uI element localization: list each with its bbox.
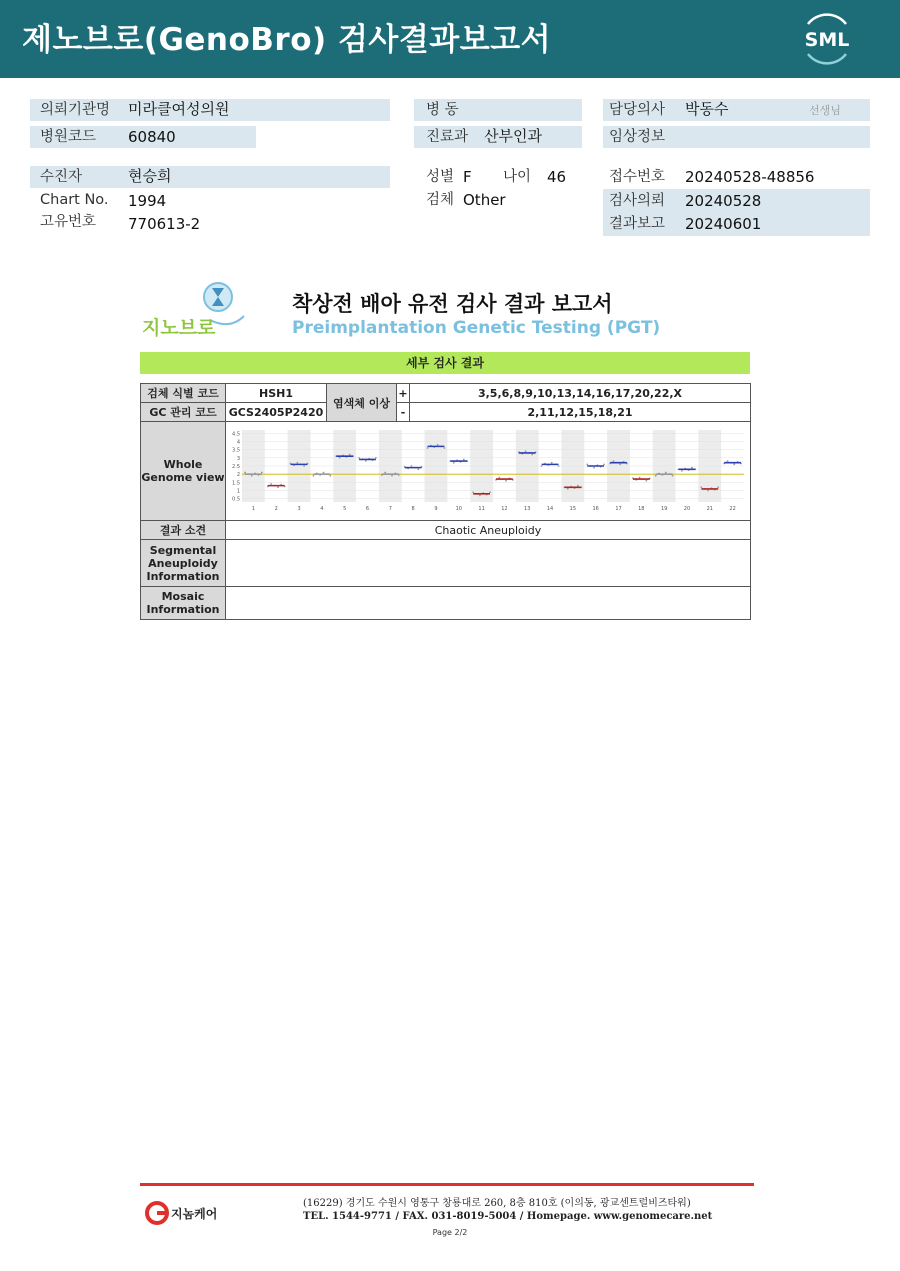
results-table [140, 383, 751, 620]
x-tick-label: 12 [501, 506, 508, 512]
data-point [365, 460, 367, 462]
request-date-value: 20240528 [685, 192, 762, 210]
age-value: 46 [547, 168, 567, 186]
data-point [411, 465, 413, 467]
x-tick-label: 18 [638, 506, 645, 512]
data-point [489, 491, 491, 493]
data-point [437, 444, 439, 446]
data-point [427, 447, 429, 449]
mosaic-value [226, 587, 751, 620]
data-point [593, 467, 595, 469]
age-label: 나이 [503, 169, 532, 185]
patient-name-row [30, 166, 390, 188]
doctor-value: 박동수 [685, 100, 729, 118]
data-point [463, 459, 465, 461]
patient-name-value: 현승희 [128, 167, 172, 185]
data-point [303, 465, 305, 467]
footer-address: (16229) 경기도 수원시 영통구 창룡대로 260, 8층 810호 (이의동, 광교센트럴비즈타워) [303, 1198, 691, 1209]
data-point [251, 475, 253, 477]
sex-value: F [463, 168, 472, 186]
y-tick-label: 4.5 [232, 431, 240, 438]
loss-chromosomes: 2,11,12,15,18,21 [410, 403, 751, 422]
request-date-label: 검사의뢰 [609, 193, 666, 209]
department-label: 진료과 [426, 129, 469, 145]
sml-logo [798, 10, 856, 68]
table-row [141, 422, 751, 521]
data-point [358, 457, 360, 459]
x-tick-label: 14 [546, 506, 554, 512]
x-tick-label: 20 [683, 506, 691, 512]
unique-id-label: 고유번호 [40, 214, 97, 230]
receipt-label: 접수번호 [609, 169, 666, 185]
page-title: 제노브로(GenoBro) 검사결과보고서 [22, 22, 552, 58]
y-tick-label: 1.5 [232, 480, 240, 487]
data-point [551, 462, 553, 464]
specimen-label: 검체 [426, 192, 455, 208]
genobro-logo [140, 280, 250, 342]
genobro-logo-text: 지노브로 [142, 317, 216, 339]
data-point [244, 472, 246, 474]
data-point [672, 475, 674, 477]
report-date-label: 결과보고 [609, 216, 666, 232]
x-tick-label: 1 [251, 506, 256, 512]
data-point [277, 486, 279, 488]
y-tick-label: 1 [236, 488, 240, 495]
mosaic-label: Mosaic Information [141, 587, 226, 620]
whole-genome-chart [226, 422, 750, 520]
sml-logo-text: SML [804, 29, 850, 51]
chart-no-value: 1994 [128, 192, 167, 210]
chart-no-label: Chart No. [40, 192, 109, 208]
data-point [375, 457, 377, 459]
table-row [141, 587, 751, 620]
section-title: 세부 검사 결과 [140, 352, 750, 374]
data-point [691, 467, 693, 469]
footer-contact [303, 1197, 712, 1223]
data-point [505, 480, 507, 482]
data-point [717, 486, 719, 488]
specimen-code-label: 검체 식별 코드 [141, 384, 226, 403]
gc-code-label: GC 관리 코드 [141, 403, 226, 422]
institution-label: 의뢰기관명 [40, 102, 111, 118]
x-tick-label: 4 [320, 506, 324, 512]
x-tick-label: 9 [434, 506, 438, 512]
data-point [586, 464, 588, 466]
table-row [141, 384, 751, 403]
clinical-label: 임상정보 [609, 129, 666, 145]
data-point [733, 463, 735, 465]
data-point [645, 480, 647, 482]
whole-genome-cell [226, 422, 751, 521]
data-point [700, 486, 702, 488]
finding-label: 결과 소견 [141, 521, 226, 540]
unique-id-value: 770613-2 [128, 215, 201, 233]
x-tick-label: 8 [411, 506, 415, 512]
data-point [339, 457, 341, 459]
x-tick-label: 15 [569, 506, 577, 512]
data-point [525, 450, 527, 452]
department-value: 산부인과 [484, 127, 542, 145]
doctor-suffix: 선생님 [809, 104, 841, 117]
abnormality-label: 염색체 이상 [327, 384, 397, 422]
data-point [655, 475, 657, 477]
specimen-code-value: HSH1 [226, 384, 327, 403]
data-point [479, 495, 481, 497]
data-point [681, 470, 683, 472]
specimen-value: Other [463, 191, 506, 209]
table-row [141, 403, 751, 422]
x-tick-label: 10 [455, 506, 462, 512]
data-point [531, 454, 533, 456]
data-point [498, 477, 500, 479]
footer-divider [140, 1183, 754, 1186]
x-tick-label: 2 [274, 506, 278, 512]
table-row [141, 521, 751, 540]
genomecare-logo [145, 1199, 235, 1227]
y-tick-label: 3 [236, 455, 240, 462]
y-tick-label: 4 [236, 439, 240, 446]
data-point [613, 460, 615, 462]
table-row [141, 540, 751, 587]
x-tick-label: 7 [388, 506, 392, 512]
x-tick-label: 22 [729, 506, 736, 512]
patient-name-label: 수진자 [40, 169, 83, 185]
data-point [639, 477, 641, 479]
receipt-value: 20240528-48856 [685, 168, 815, 186]
data-point [329, 475, 331, 477]
x-tick-label: 6 [365, 506, 370, 512]
x-tick-label: 16 [592, 506, 599, 512]
y-tick-label: 2 [236, 472, 240, 479]
sex-label: 성별 [426, 169, 455, 185]
x-tick-label: 3 [297, 506, 301, 512]
institution-value: 미라클여성의원 [128, 100, 230, 118]
report-title: 착상전 배아 유전 검사 결과 보고서 [292, 292, 613, 316]
data-point [323, 472, 325, 474]
y-tick-label: 0.5 [232, 496, 240, 503]
ward-label: 병 동 [426, 102, 459, 118]
data-point [665, 472, 667, 474]
gain-chromosomes: 3,5,6,8,9,10,13,14,16,17,20,22,X [410, 384, 751, 403]
x-tick-label: 17 [615, 506, 622, 512]
data-point [453, 462, 455, 464]
genomecare-logo-text: 지놈케어 [171, 1207, 218, 1221]
data-point [391, 475, 393, 477]
gain-sign: + [397, 384, 410, 403]
finding-value: Chaotic Aneuploidy [226, 521, 751, 540]
doctor-label: 담당의사 [609, 102, 666, 118]
data-point [417, 468, 419, 470]
x-tick-label: 19 [660, 506, 668, 512]
data-point [349, 454, 351, 456]
data-point [603, 464, 605, 466]
x-tick-label: 13 [524, 506, 531, 512]
loss-sign: - [397, 403, 410, 422]
data-point [472, 491, 474, 493]
x-tick-label: 5 [343, 506, 347, 512]
segmental-label: Segmental Aneuploidy Information [141, 540, 226, 587]
y-tick-label: 3.5 [232, 447, 240, 454]
page-number: Page 2/2 [432, 1228, 468, 1237]
data-point [261, 472, 263, 474]
data-point [443, 447, 445, 449]
data-point [707, 490, 709, 492]
data-point [567, 488, 569, 490]
x-tick-label: 21 [706, 506, 713, 512]
page-header [0, 0, 900, 78]
report-date-value: 20240601 [685, 215, 762, 233]
data-point [313, 475, 315, 477]
data-point [558, 465, 560, 467]
footer-phone: TEL. 1544-9771 / FAX. 031-8019-5004 / Homepage. www.genomecare.net [303, 1211, 713, 1222]
data-point [270, 483, 272, 485]
report-subtitle: Preimplantation Genetic Testing (PGT) [292, 318, 661, 338]
whole-genome-label: Whole Genome view [141, 422, 226, 521]
data-point [727, 460, 729, 462]
segmental-value [226, 540, 751, 587]
data-point [541, 465, 543, 467]
hospital-code-label: 병원코드 [40, 129, 97, 145]
gc-code-value: GCS2405P2420 [226, 403, 327, 422]
y-tick-label: 2.5 [232, 464, 240, 470]
data-point [619, 463, 621, 465]
data-point [296, 462, 298, 464]
x-tick-label: 11 [478, 506, 485, 512]
hospital-code-value: 60840 [128, 128, 176, 146]
data-point [577, 485, 579, 487]
data-point [384, 472, 386, 474]
